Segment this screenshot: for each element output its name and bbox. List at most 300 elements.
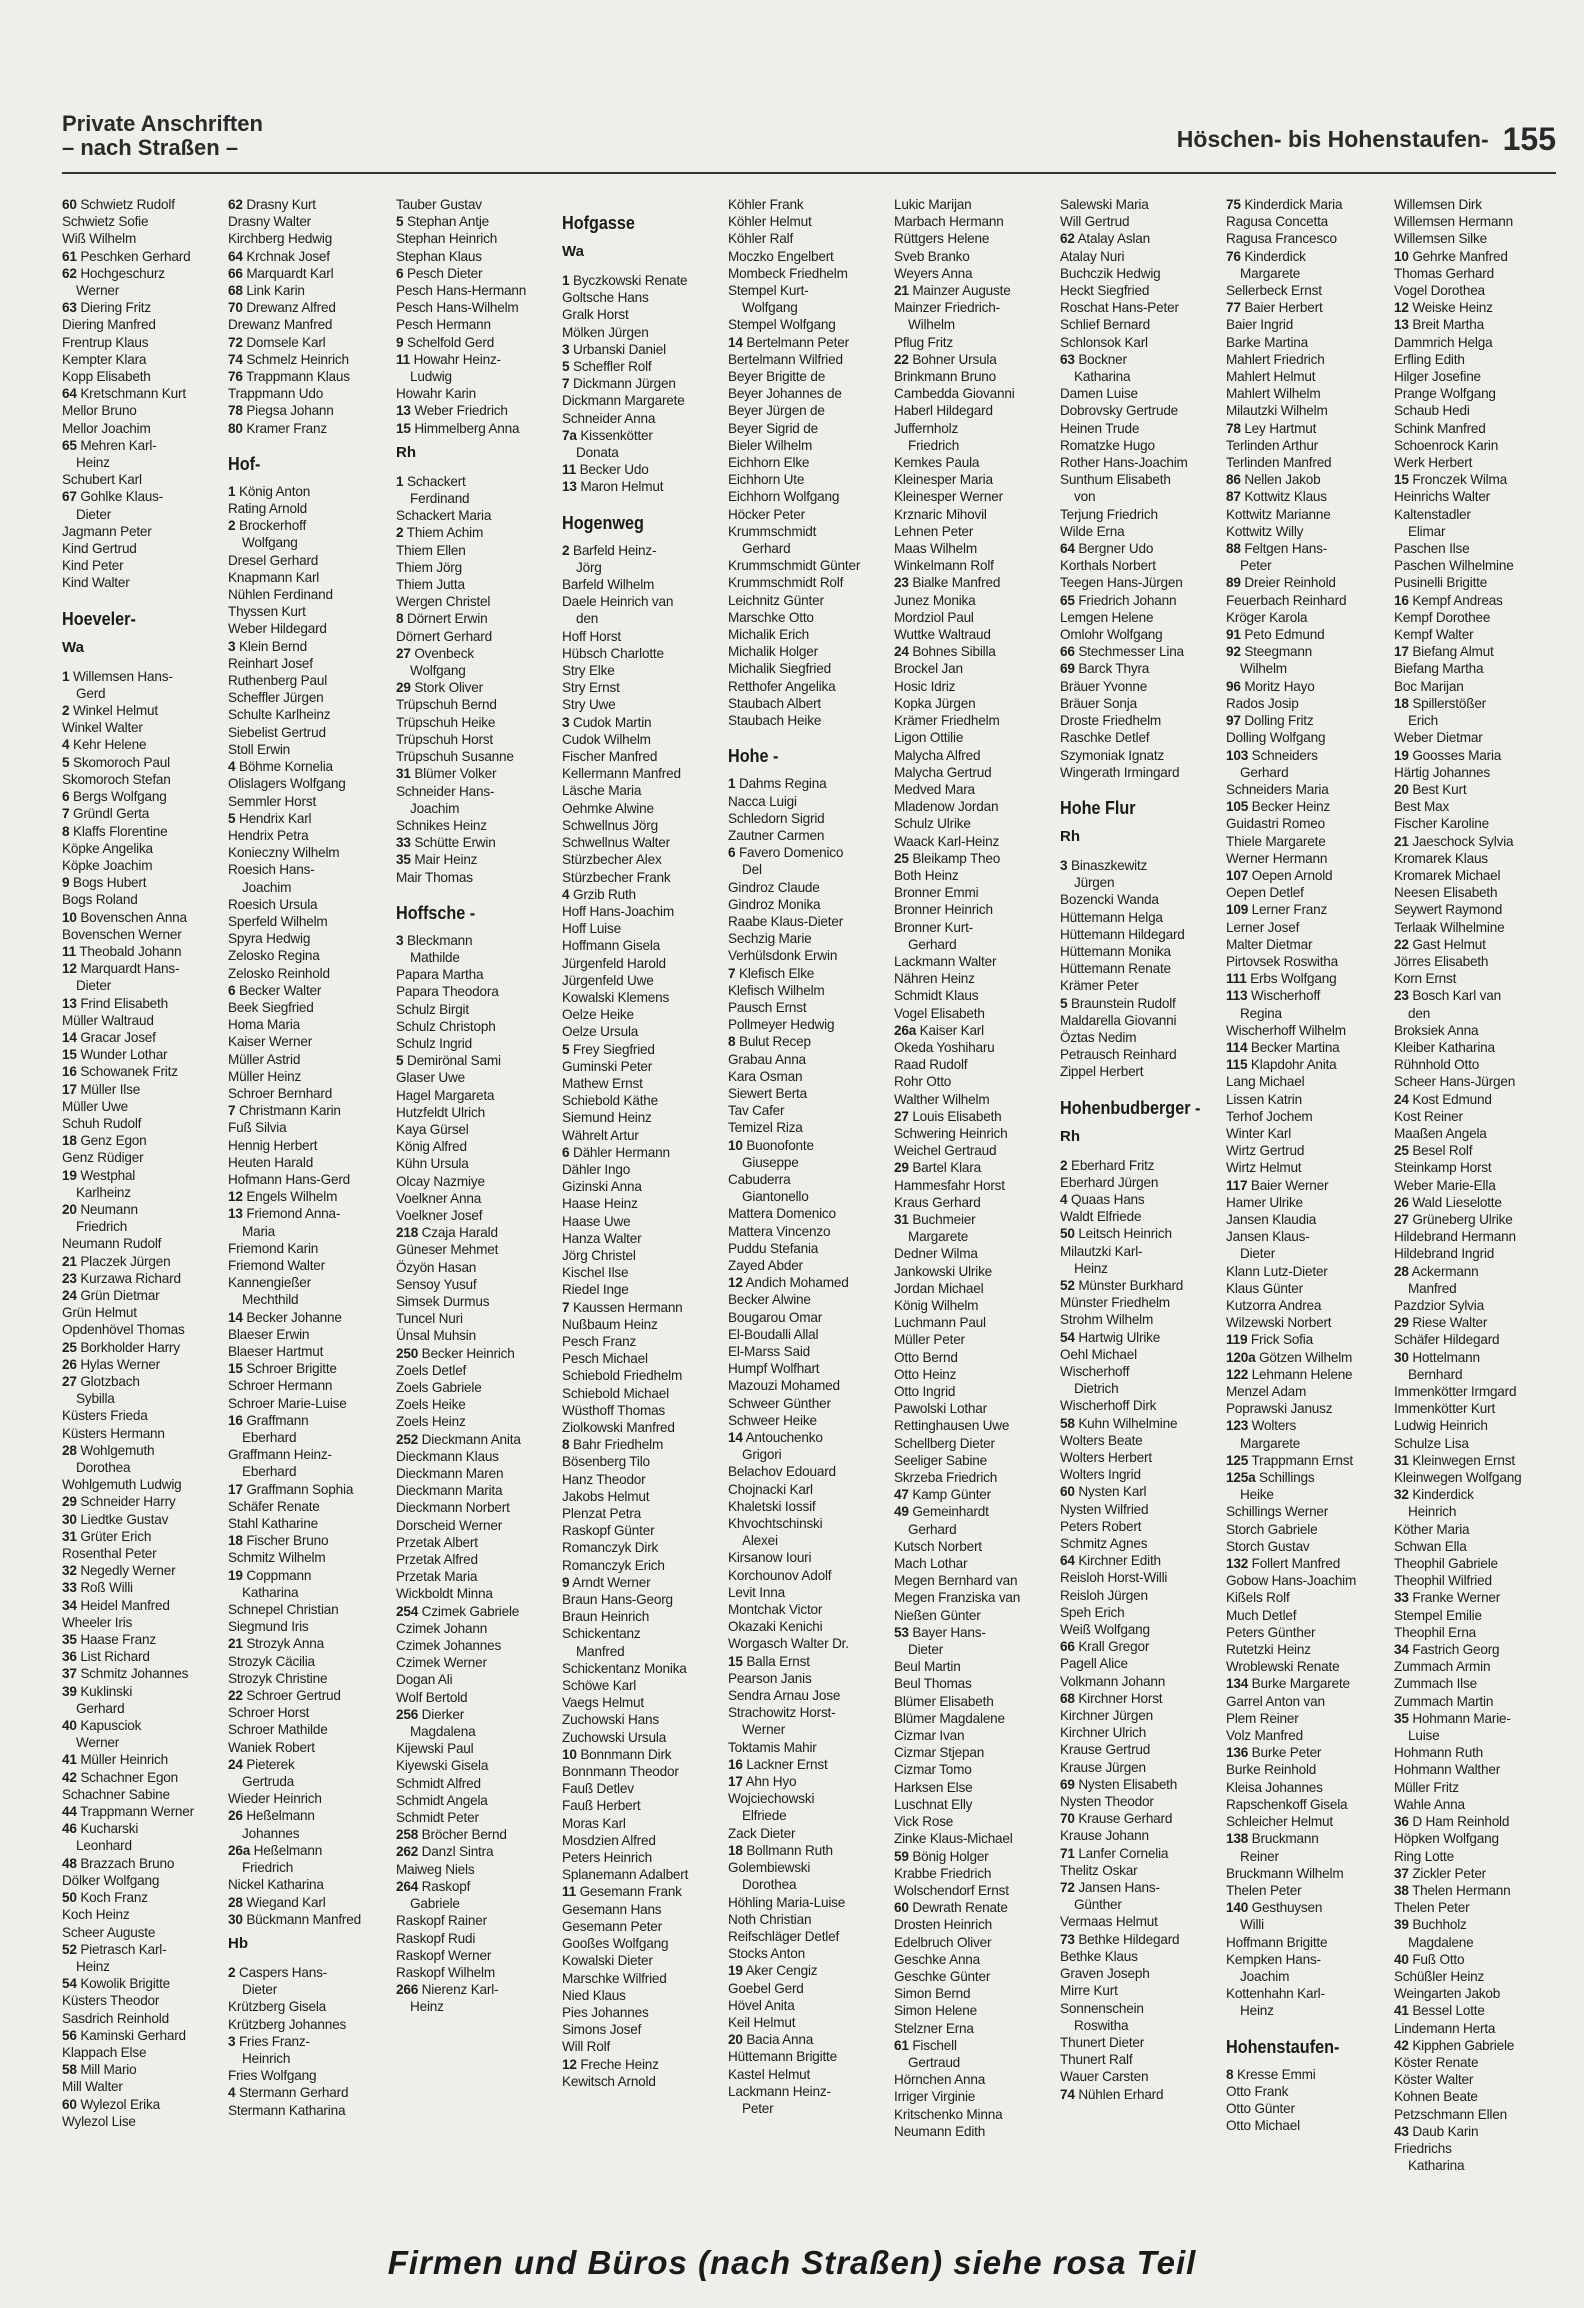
resident-name: Zuchowski Hans: [562, 1712, 659, 1728]
directory-entry: [228, 947, 388, 964]
resident-name: Mach Lothar: [894, 1556, 968, 1572]
resident-name: Siemund Heinz: [562, 1110, 652, 1126]
district-code: Wa: [62, 638, 84, 656]
directory-entry: [228, 1739, 388, 1756]
resident-name: Manfred: [1408, 1280, 1457, 1296]
directory-entry: [562, 2021, 722, 2038]
house-number: 7: [728, 965, 736, 981]
resident-name: Müller Astrid: [228, 1051, 301, 1067]
resident-name: Gesemann Peter: [562, 1918, 662, 1934]
entry-continuation: [396, 662, 556, 679]
directory-entry: [894, 334, 1054, 351]
resident-name: Kipphen Gabriele: [1412, 2037, 1515, 2053]
house-number: 18: [1394, 695, 1409, 711]
resident-name: Rettinghausen Uwe: [894, 1418, 1010, 1434]
directory-entry: [894, 833, 1054, 850]
resident-name: Haberl Hildegard: [894, 403, 993, 419]
resident-name: Oepen Detlef: [1226, 885, 1304, 901]
resident-name: Romanczyk Erich: [562, 1557, 665, 1573]
directory-entry: [1060, 385, 1220, 402]
resident-name: Dietrich: [1074, 1381, 1119, 1397]
house-number: 42: [62, 1769, 77, 1785]
resident-name: Jansen Klaudia: [1226, 1211, 1317, 1227]
directory-entry: [728, 1739, 888, 1756]
resident-name: Raabe Klaus-Dieter: [728, 913, 844, 929]
directory-entry: [894, 1211, 1054, 1228]
house-number: 1: [228, 483, 236, 499]
directory-entry: [62, 1046, 222, 1063]
directory-entry: [1226, 1779, 1386, 1796]
directory-entry: [62, 1665, 222, 1682]
resident-name: Maron Helmut: [580, 479, 664, 495]
resident-name: Ring Lotte: [1394, 1848, 1454, 1864]
resident-name: Splanemann Adalbert: [562, 1867, 689, 1883]
resident-name: Gertraud: [908, 2054, 961, 2070]
directory-entry: [228, 334, 388, 351]
directory-entry: [1060, 891, 1220, 908]
district-code: Rh: [1060, 1127, 1080, 1145]
resident-name: Malter Dietmar: [1226, 936, 1313, 952]
directory-entry: [1060, 1845, 1220, 1862]
directory-entry: [562, 1935, 722, 1952]
house-number: 24: [894, 644, 909, 660]
directory-entry: [228, 913, 388, 930]
resident-name: Becker Alwine: [728, 1292, 811, 1308]
resident-name: Gast Helmut: [1412, 936, 1486, 952]
directory-entry: [728, 2048, 888, 2065]
resident-name: Burke Margarete: [1251, 1676, 1350, 1692]
entry-continuation: [1226, 1486, 1386, 1503]
directory-entry: [1394, 1073, 1554, 1090]
resident-name: Bonnmann Dirk: [580, 1746, 672, 1762]
directory-entry: [562, 1729, 722, 1746]
resident-name: Medved Mara: [894, 781, 975, 797]
resident-name: Papara Theodora: [396, 984, 499, 1000]
directory-entry: [62, 1132, 222, 1149]
resident-name: Bosch Karl van: [1412, 988, 1501, 1004]
resident-name: Bergner Udo: [1078, 541, 1154, 557]
resident-name: Schäfer Hildegard: [1394, 1332, 1500, 1348]
resident-name: Bessel Lotte: [1412, 2003, 1485, 2019]
house-number: 9: [562, 1574, 570, 1590]
resident-name: Burke Reinhold: [1226, 1762, 1317, 1778]
resident-name: Bovenschen Anna: [80, 909, 187, 925]
resident-name: Leonhard: [76, 1838, 132, 1854]
resident-name: Nellen Jakob: [1244, 472, 1321, 488]
directory-entry: [1394, 2054, 1554, 2071]
resident-name: Wirtz Gertrud: [1226, 1143, 1305, 1159]
directory-entry: [1060, 764, 1220, 781]
directory-entry: [62, 2010, 222, 2027]
resident-name: König Anton: [238, 483, 311, 499]
resident-name: Moritz Hayo: [1244, 678, 1315, 694]
resident-name: Mechthild: [242, 1292, 299, 1308]
directory-entry: [228, 1567, 388, 1584]
resident-name: Kutsch Norbert: [894, 1538, 982, 1554]
resident-name: Erich: [1408, 713, 1438, 729]
resident-name: Krause Jürgen: [1060, 1759, 1146, 1775]
resident-name: Mathew Ernst: [562, 1075, 643, 1091]
directory-entry: [396, 765, 556, 782]
directory-entry: [562, 886, 722, 903]
resident-name: Kaiser Karl: [919, 1022, 984, 1038]
resident-name: Pesch Dieter: [406, 265, 483, 281]
resident-name: Raskopf: [421, 1878, 471, 1894]
resident-name: Köpke Angelika: [62, 840, 153, 856]
resident-name: Roesich Ursula: [228, 896, 318, 912]
directory-entry: [728, 1119, 888, 1136]
directory-entry: [1394, 334, 1554, 351]
resident-name: Guidastri Romeo: [1226, 816, 1325, 832]
resident-name: Gindroz Monika: [728, 896, 821, 912]
entry-continuation: [562, 444, 722, 461]
resident-name: Oehmke Alwine: [562, 800, 654, 816]
resident-name: Klefisch Elke: [738, 965, 815, 981]
resident-name: Teegen Hans-Jürgen: [1060, 575, 1183, 591]
resident-name: Winkel Helmut: [72, 703, 158, 719]
directory-entry: [1226, 729, 1386, 746]
directory-entry: [228, 2084, 388, 2101]
resident-name: Kost Reiner: [1394, 1108, 1463, 1124]
resident-name: Urbanski Daniel: [572, 341, 666, 357]
house-number: 12: [62, 961, 77, 977]
resident-name: Papara Martha: [396, 967, 484, 983]
house-number: 13: [1394, 317, 1409, 333]
house-number: 10: [562, 1746, 577, 1762]
directory-entry: [1060, 1157, 1220, 1174]
resident-name: Heinrichs Walter: [1394, 489, 1491, 505]
directory-entry: [562, 1608, 722, 1625]
resident-name: Willemsen Silke: [1394, 231, 1487, 247]
house-number: 66: [228, 265, 243, 281]
resident-name: Menzel Adam: [1226, 1384, 1307, 1400]
resident-name: Skomoroch Paul: [72, 754, 170, 770]
directory-entry: [62, 1872, 222, 1889]
resident-name: Donata: [576, 445, 619, 461]
directory-entry: [62, 1545, 222, 1562]
resident-name: Harksen Else: [894, 1779, 973, 1795]
resident-name: Buonofonte: [746, 1137, 814, 1153]
directory-entry: [894, 919, 1054, 936]
resident-name: Joachim: [1240, 1968, 1290, 1984]
resident-name: Siewert Berta: [728, 1085, 807, 1101]
directory-entry: [728, 660, 888, 677]
resident-name: Terlaak Wilhelmine: [1394, 919, 1505, 935]
entry-continuation: [228, 534, 388, 551]
resident-name: Heuten Harald: [228, 1154, 314, 1170]
resident-name: Bieler Wilhelm: [728, 437, 813, 453]
resident-name: Kellermann Manfred: [562, 766, 681, 782]
resident-name: Braun Hans-Georg: [562, 1592, 673, 1608]
resident-name: Kost Edmund: [1412, 1091, 1492, 1107]
resident-name: Semmler Horst: [228, 793, 317, 809]
resident-name: Pearson Janis: [728, 1670, 812, 1686]
directory-entry: [396, 1448, 556, 1465]
house-number: 6: [728, 845, 736, 861]
directory-entry: [1226, 1228, 1386, 1245]
directory-entry: [728, 1377, 888, 1394]
resident-name: Beyer Johannes de: [728, 386, 842, 402]
resident-name: Heßelmann: [246, 1808, 315, 1824]
directory-entry: [1226, 1899, 1386, 1916]
resident-name: Schillings Werner: [1226, 1504, 1329, 1520]
house-number: 26: [1394, 1194, 1409, 1210]
resident-name: Margarete: [908, 1229, 969, 1245]
resident-name: Hennig Herbert: [228, 1137, 318, 1153]
resident-name: Zummach Ilse: [1394, 1676, 1477, 1692]
resident-name: Margarete: [1240, 1435, 1301, 1451]
directory-entry: [1060, 1432, 1220, 1449]
house-number: 29: [396, 680, 411, 696]
resident-name: Wolters Herbert: [1060, 1450, 1152, 1465]
directory-entry: [728, 1773, 888, 1790]
entry-continuation: [228, 1859, 388, 1876]
house-number: 140: [1226, 1900, 1249, 1916]
resident-name: Engels Wilhelm: [246, 1189, 338, 1205]
section-title-line2: – nach Straßen –: [62, 135, 239, 160]
house-number: 15: [228, 1361, 243, 1377]
house-number: 111: [1226, 971, 1247, 987]
resident-name: Kirchner Edith: [1078, 1553, 1161, 1569]
resident-name: Dieckmann Norbert: [396, 1500, 510, 1516]
directory-entry: [62, 1924, 222, 1941]
resident-name: Hagel Margareta: [396, 1087, 495, 1103]
resident-name: Bacia Anna: [746, 2032, 814, 2048]
directory-entry: [1226, 1073, 1386, 1090]
entry-continuation: [62, 1734, 222, 1751]
resident-name: Schmitz Johannes: [80, 1666, 189, 1682]
house-number: 17: [728, 1774, 743, 1790]
directory-entry: [728, 196, 888, 213]
resident-name: Wohlgemuth: [80, 1442, 155, 1458]
resident-name: Stry Elke: [562, 663, 615, 679]
directory-entry: [562, 645, 722, 662]
house-number: 27: [1394, 1211, 1409, 1227]
directory-entry: [228, 1964, 388, 1981]
resident-name: Poprawski Janusz: [1226, 1401, 1333, 1417]
house-number: 13: [396, 403, 411, 419]
resident-name: Kraus Gerhard: [894, 1194, 981, 1210]
entry-continuation: [1394, 1727, 1554, 1744]
directory-entry: [894, 1022, 1054, 1039]
directory-entry: [396, 420, 556, 437]
directory-entry: [228, 844, 388, 861]
directory-entry: [562, 800, 722, 817]
directory-entry: [562, 1901, 722, 1918]
directory-entry: [728, 1343, 888, 1360]
resident-name: Oepen Arnold: [1251, 867, 1333, 883]
directory-entry: [728, 351, 888, 368]
resident-name: Dähler Hermann: [572, 1144, 670, 1160]
resident-name: Werk Herbert: [1394, 455, 1473, 471]
resident-name: Walther Wilhelm: [894, 1091, 990, 1107]
directory-entry: [228, 1911, 388, 1928]
house-number: 125a: [1226, 1470, 1256, 1486]
directory-entry: [894, 1486, 1054, 1503]
directory-entry: [1226, 1521, 1386, 1538]
resident-name: Plenzat Petra: [562, 1506, 642, 1522]
directory-entry: [396, 1379, 556, 1396]
directory-entry: [1394, 592, 1554, 609]
directory-entry: [562, 1453, 722, 1470]
resident-name: Roß Willi: [80, 1580, 133, 1596]
resident-name: Bösenberg Tilo: [562, 1454, 650, 1470]
resident-name: Schmitz Wilhelm: [228, 1550, 326, 1566]
resident-name: Schmidt Klaus: [894, 988, 979, 1004]
resident-name: Klaus Günter: [1226, 1280, 1303, 1296]
directory-entry: [1394, 1521, 1554, 1538]
resident-name: Droste Friedhelm: [1060, 713, 1162, 729]
directory-entry: [396, 932, 556, 949]
directory-entry: [1226, 213, 1386, 230]
resident-name: Jakobs Helmut: [562, 1488, 650, 1504]
directory-entry: [396, 731, 556, 748]
resident-name: Hoffmann Brigitte: [1226, 1934, 1328, 1950]
house-number: 5: [562, 1041, 570, 1057]
directory-entry: [1226, 1366, 1386, 1383]
resident-name: Dorscheid Werner: [396, 1517, 503, 1533]
resident-name: Korthals Norbert: [1060, 558, 1156, 574]
directory-entry: [62, 1098, 222, 1115]
resident-name: Beyer Sigrid de: [728, 420, 818, 436]
directory-entry: [1394, 850, 1554, 867]
resident-name: Louis Elisabeth: [912, 1108, 1002, 1124]
directory-entry: [228, 1842, 388, 1859]
directory-entry: [1060, 540, 1220, 557]
resident-name: Zuchowski Ursula: [562, 1729, 667, 1745]
resident-name: Schäfer Renate: [228, 1498, 320, 1514]
directory-entry: [1394, 282, 1554, 299]
resident-name: Kleinesper Maria: [894, 472, 993, 488]
resident-name: Staubach Heike: [728, 713, 822, 729]
directory-entry: [228, 999, 388, 1016]
house-number: 63: [1060, 351, 1075, 367]
resident-name: Höcker Peter: [728, 506, 805, 522]
directory-entry: [894, 970, 1054, 987]
directory-entry: [728, 1395, 888, 1412]
house-number: 1: [62, 668, 70, 684]
house-number: 14: [62, 1029, 77, 1045]
resident-name: Jordan Michael: [894, 1280, 984, 1296]
resident-name: Petzschmann Ellen: [1394, 2106, 1507, 2122]
resident-name: Zelosko Regina: [228, 948, 320, 964]
resident-name: Trappmann Klaus: [246, 369, 350, 385]
house-number: 58: [62, 2062, 77, 2078]
directory-entry: [1060, 1638, 1220, 1655]
resident-name: Kaya Gürsel: [396, 1121, 469, 1137]
directory-entry: [728, 2083, 888, 2100]
directory-entry: [396, 696, 556, 713]
resident-name: Burke Peter: [1251, 1745, 1322, 1761]
resident-name: Bruckmann: [1251, 1831, 1319, 1847]
resident-name: Schulze Lisa: [1394, 1435, 1469, 1451]
house-number: 21: [228, 1636, 243, 1652]
directory-entry: [396, 299, 556, 316]
directory-entry: [228, 706, 388, 723]
resident-name: Nysten Karl: [1078, 1484, 1147, 1500]
resident-name: Kromarek Klaus: [1394, 850, 1488, 866]
resident-name: Ferdinand: [410, 491, 470, 507]
house-number: 29: [62, 1494, 77, 1510]
resident-name: Hüttemann Hildegard: [1060, 926, 1185, 942]
directory-entry: [562, 1711, 722, 1728]
directory-entry: [1394, 1177, 1554, 1194]
resident-name: Vogel Elisabeth: [894, 1005, 985, 1021]
resident-name: von: [1074, 489, 1096, 505]
resident-name: Willemsen Dirk: [1394, 197, 1482, 212]
directory-entry: [228, 810, 388, 827]
resident-name: Thunert Ralf: [1060, 2052, 1133, 2068]
house-number: 61: [62, 248, 77, 264]
directory-entry: [1394, 815, 1554, 832]
directory-entry: [1226, 523, 1386, 540]
resident-name: Noth Christian: [728, 1911, 812, 1927]
directory-entry: [396, 1947, 556, 1964]
resident-name: Kind Walter: [62, 575, 130, 591]
resident-name: Stempel Emilie: [1394, 1607, 1482, 1623]
directory-entry: [1226, 970, 1386, 987]
directory-entry: [1226, 833, 1386, 850]
house-number: 5: [396, 1053, 404, 1069]
resident-name: Sybilla: [76, 1391, 115, 1407]
resident-name: Müller Peter: [894, 1332, 965, 1348]
directory-entry: [894, 1383, 1054, 1400]
directory-entry: [228, 1377, 388, 1394]
resident-name: Storch Gustav: [1226, 1538, 1310, 1554]
directory-entry: [894, 1245, 1054, 1262]
house-number: 26: [228, 1808, 243, 1824]
resident-name: Dickmann Margarete: [562, 393, 685, 409]
resident-name: Korchounov Adolf: [728, 1567, 832, 1583]
entry-continuation: [1226, 660, 1386, 677]
street-heading: Hohenstaufen-: [1226, 2036, 1340, 2057]
directory-entry: [728, 1549, 888, 1566]
resident-name: Placzek Jürgen: [80, 1253, 171, 1269]
resident-name: Reiner: [1240, 1848, 1279, 1864]
resident-name: Schachner Egon: [80, 1769, 179, 1785]
directory-entry: [1226, 437, 1386, 454]
resident-name: Voelkner Anna: [396, 1190, 482, 1206]
house-number: 38: [1394, 1882, 1409, 1898]
directory-entry: [1394, 1572, 1554, 1589]
directory-entry: [396, 576, 556, 593]
resident-name: Okazaki Kenichi: [728, 1619, 823, 1635]
house-number: 72: [228, 334, 243, 350]
resident-name: Mehren Karl-: [80, 437, 157, 453]
resident-name: Fuß Silvia: [228, 1120, 287, 1136]
resident-name: Köther Maria: [1394, 1521, 1470, 1537]
directory-entry: [396, 1551, 556, 1568]
house-number: 66: [1060, 644, 1075, 660]
entry-continuation: [1394, 712, 1554, 729]
resident-name: Bethke Hildegard: [1078, 1931, 1180, 1947]
resident-name: Schneider Anna: [562, 410, 656, 426]
resident-name: Otto Heinz: [894, 1366, 957, 1382]
resident-name: Simon Bernd: [894, 1986, 971, 2002]
directory-entry: [396, 983, 556, 1000]
directory-entry: [396, 559, 556, 576]
directory-entry: [1226, 747, 1386, 764]
directory-entry: [1394, 643, 1554, 660]
resident-name: Roesich Hans-: [228, 862, 315, 878]
directory-entry: [894, 1899, 1054, 1916]
resident-name: Lehmann Helene: [1251, 1366, 1353, 1382]
directory-entry: [396, 351, 556, 368]
entry-continuation: [228, 1463, 388, 1480]
resident-name: Kempter Klara: [62, 351, 147, 367]
resident-name: Peter: [742, 2100, 774, 2116]
directory-column: [728, 196, 888, 2236]
